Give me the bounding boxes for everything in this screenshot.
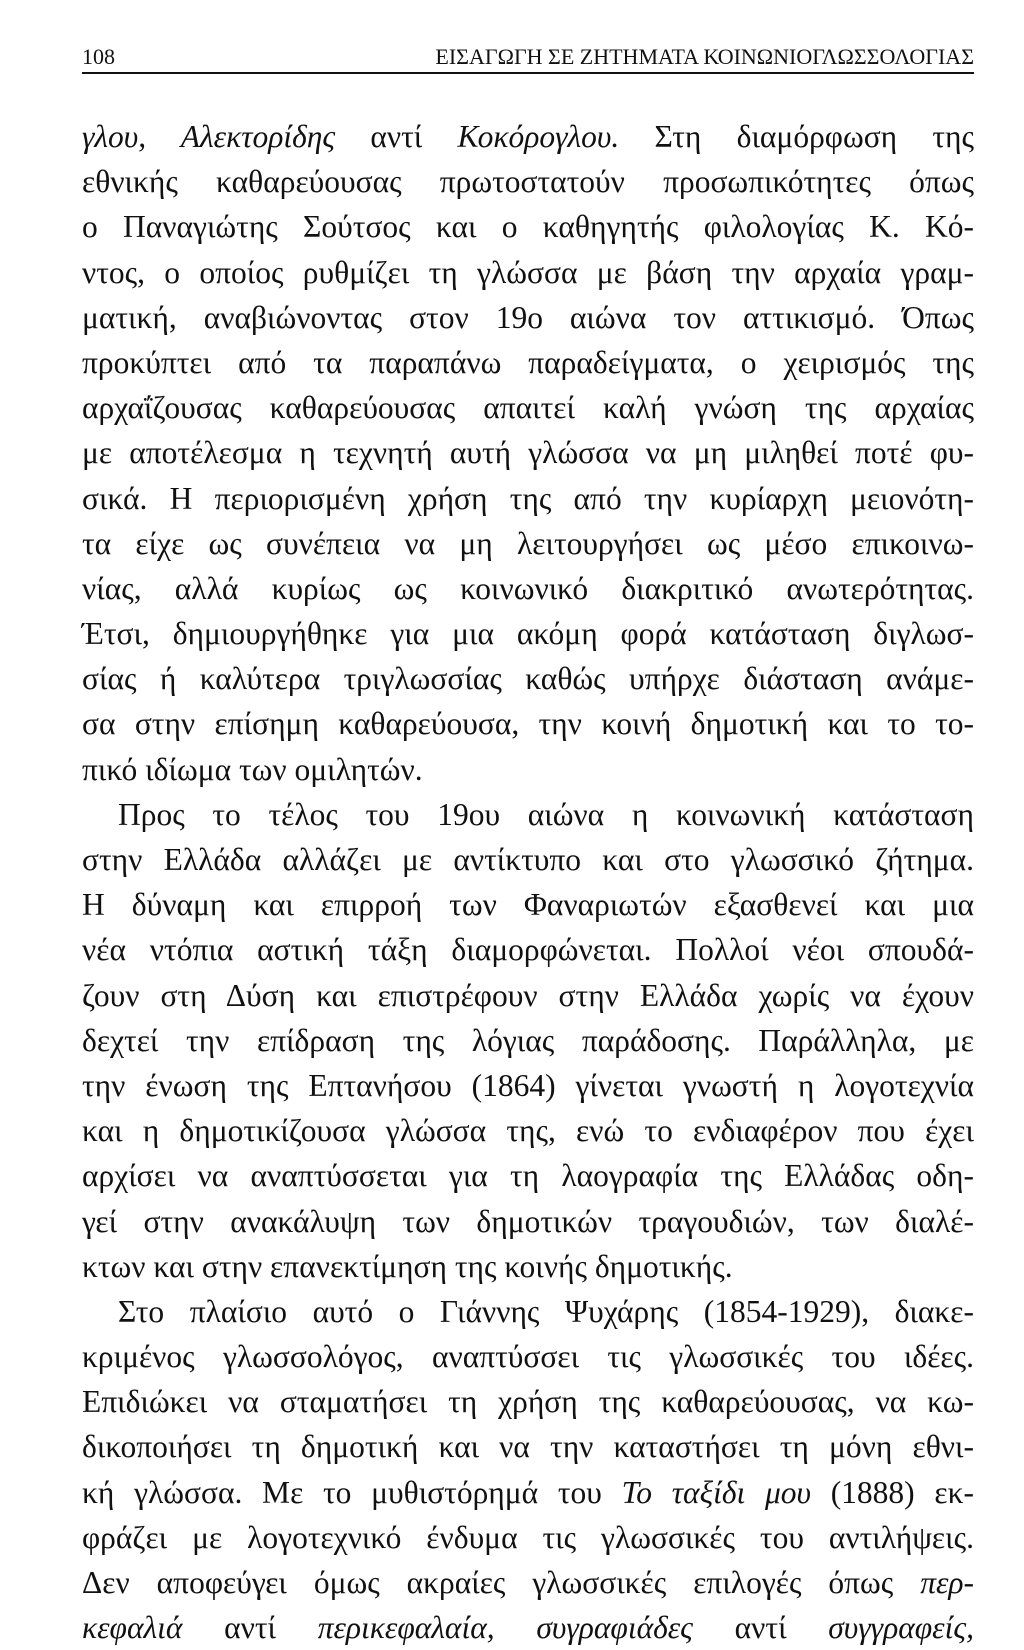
text-line (82, 385, 974, 430)
running-header (82, 44, 974, 74)
text-line (82, 430, 974, 475)
text-segment: Προς το τέλος του 19ου αιώνα η κοινωνική κατάσταση (118, 796, 974, 832)
text-segment: Στη διαμόρφωση της (619, 119, 974, 154)
text-segment: και η δημοτικίζουσα γλώσσα της, ενώ το ενδιαφέρον που έχει (82, 1113, 974, 1149)
text-line (82, 1470, 974, 1515)
text-segment: κτων και στην επανεκτίμηση της κοινής δημοτικής. (82, 1248, 733, 1284)
text-segment: κή γλώσσα. Με το μυθιστόρημά του (82, 1474, 622, 1510)
text-line (82, 1560, 974, 1605)
text-line (82, 114, 974, 159)
text-segment: Δεν αποφεύγει όμως ακραίες γλωσσικές επιλογές όπως (82, 1565, 921, 1600)
italic-text: γλου, Αλεκτορίδης (82, 119, 336, 154)
text-segment: ο Παναγιώτης Σούτσος και ο καθηγητής φιλολογίας Κ. Κό- (82, 209, 974, 245)
text-line (82, 973, 974, 1018)
text-segment: προκύπτει από τα παραπάνω παραδείγματα, ο χειρισμός της (82, 344, 974, 380)
text-line (82, 1605, 974, 1650)
text-line (82, 521, 974, 566)
text-segment: αρχαΐζουσας καθαρεύουσας απαιτεί καλή γνώση της αρχαίας (82, 390, 974, 426)
text-segment: Στο πλαίσιο αυτό ο Γιάννης Ψυχάρης (1854-1929), διακε- (118, 1293, 974, 1329)
text-line (82, 882, 974, 927)
running-title: ΕΙΣΑΓΩΓΗ ΣΕ ΖΗΤΗΜΑΤΑ ΚΟΙΝΩΝΙΟΓΛΩΣΣΟΛΟΓΙΑΣ (435, 44, 974, 69)
text-line (82, 340, 974, 385)
text-segment: σα στην επίσημη καθαρεύουσα, την κοινή δημοτική και το το- (82, 706, 974, 742)
text-line (82, 476, 974, 521)
italic-text: κεφαλιά (82, 1610, 183, 1646)
text-line (82, 792, 974, 837)
text-segment: την ένωση της Επτανήσου (1864) γίνεται γνωστή η λογοτεχνία (82, 1067, 974, 1103)
text-segment: Έτσι, δημιουργήθηκε για μια ακόμη φορά κατάσταση διγλωσ- (82, 616, 974, 652)
text-line (82, 295, 974, 340)
text-line (82, 611, 974, 656)
text-line (82, 747, 974, 792)
italic-text: περ- (920, 1565, 974, 1600)
page-number: 108 (82, 44, 115, 69)
text-segment: νέα ντόπια αστική τάξη διαμορφώνεται. Πολλοί νέοι σπουδά- (82, 932, 974, 968)
text-segment: Επιδιώκει να σταματήσει τη χρήση της καθαρεύουσας, να κω- (82, 1384, 974, 1420)
text-line (82, 1515, 974, 1560)
italic-text: Το ταξίδι μου (621, 1474, 811, 1510)
text-segment: αρχίσει να αναπτύσσεται για τη λαογραφία της Ελλάδας οδη- (82, 1158, 974, 1194)
text-line (82, 1289, 974, 1334)
italic-text: Κοκόρογλου. (457, 119, 620, 154)
body-text (82, 114, 974, 1650)
text-line (82, 837, 974, 882)
text-segment: δικοποιήσει τη δημοτική και να την καταστήσει τη μόνη εθνι- (82, 1429, 974, 1465)
text-line (82, 1334, 974, 1379)
text-line (82, 927, 974, 972)
text-segment: γεί στην ανακάλυψη των δημοτικών τραγουδιών, των διαλέ- (82, 1203, 974, 1239)
text-line (82, 1063, 974, 1108)
text-segment: νίας, αλλά κυρίως ως κοινωνικό διακριτικό ανωτερότητας. (82, 570, 974, 606)
text-segment: κριμένος γλωσσολόγος, αναπτύσσει τις γλωσσικές του ιδέες. (82, 1339, 974, 1375)
text-line (82, 1244, 974, 1289)
text-line (82, 1424, 974, 1469)
italic-text: περικεφαλαία, συγραφιάδες (317, 1610, 693, 1646)
text-segment: αντί (335, 119, 458, 154)
book-page (82, 44, 974, 1650)
text-segment: πικό ιδίωμα των ομιλητών. (82, 751, 423, 787)
text-segment: δεχτεί την επίδραση της λόγιας παράδοσης. Παράλληλα, με (82, 1022, 974, 1058)
text-line (82, 1108, 974, 1153)
text-segment: ζουν στη Δύση και επιστρέφουν στην Ελλάδα χωρίς να έχουν (82, 977, 974, 1013)
text-segment: Η δύναμη και επιρροή των Φαναριωτών εξασθενεί και μια (82, 887, 974, 923)
text-line (82, 1153, 974, 1198)
italic-text: συγγραφείς, (828, 1610, 974, 1646)
text-line (82, 250, 974, 295)
text-segment: εθνικής καθαρεύουσας πρωτοστατούν προσωπικότητες όπως (82, 164, 974, 200)
text-segment: ντος, ο οποίος ρυθμίζει τη γλώσσα με βάση την αρχαία γραμ- (82, 254, 974, 290)
text-segment: σίας ή καλύτερα τριγλωσσίας καθώς υπήρχε διάσταση ανάμε- (82, 661, 974, 697)
text-segment: ματική, αναβιώνοντας στον 19ο αιώνα τον αττικισμό. Όπως (82, 299, 974, 335)
text-line (82, 1199, 974, 1244)
text-segment: με αποτέλεσμα η τεχνητή αυτή γλώσσα να μη μιληθεί ποτέ φυ- (82, 435, 974, 471)
text-line (82, 656, 974, 701)
text-line (82, 159, 974, 204)
text-segment: σικά. Η περιορισμένη χρήση της από την κυρίαρχη μειονότη- (82, 480, 974, 516)
text-segment: αντί (692, 1610, 829, 1646)
text-line (82, 566, 974, 611)
text-line (82, 204, 974, 249)
text-segment: αντί (182, 1610, 318, 1646)
text-segment: φράζει με λογοτεχνικό ένδυμα τις γλωσσικές του αντιλήψεις. (82, 1519, 974, 1555)
text-line (82, 701, 974, 746)
text-line (82, 1018, 974, 1063)
text-line (82, 1379, 974, 1424)
text-segment: στην Ελλάδα αλλάζει με αντίκτυπο και στο γλωσσικό ζήτημα. (82, 842, 974, 877)
text-segment: τα είχε ως συνέπεια να μη λειτουργήσει ως μέσο επικοινω- (82, 525, 974, 561)
text-segment: (1888) εκ- (810, 1474, 974, 1510)
